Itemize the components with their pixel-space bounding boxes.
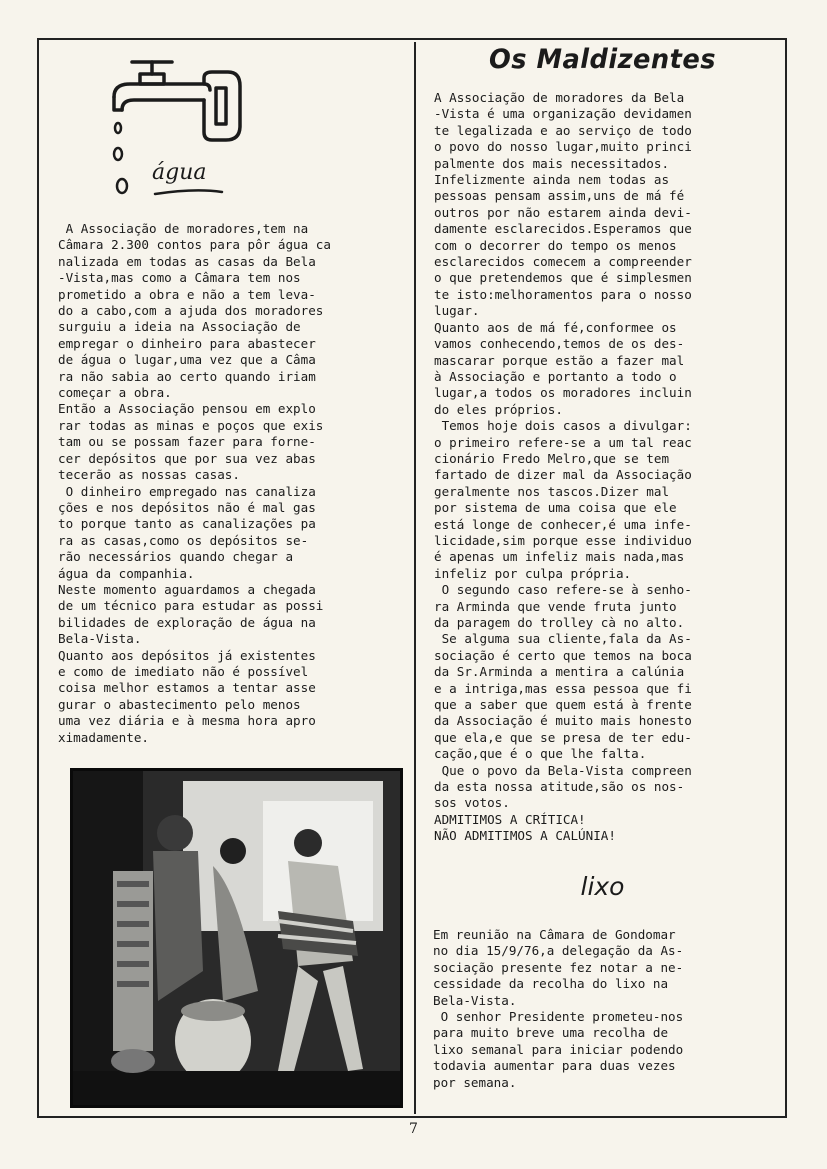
text-line: uma vez diária e à mesma hora apro: [58, 713, 316, 729]
text-line: A Associação de moradores,tem na: [58, 221, 309, 236]
text-line: pessoas pensam assim,uns de má fé: [434, 188, 685, 204]
text-line: ra não sabia ao certo quando iriam: [58, 368, 316, 384]
text-line: que ela,e que se presa de ter edu-: [434, 729, 692, 745]
text-line: te isto:melhoramentos para o nosso: [434, 286, 692, 302]
text-line: vamos conhecendo,temos de os des-: [434, 336, 685, 352]
lixo-article: [433, 927, 683, 1091]
text-line: que a saber que quem está à frente: [434, 697, 692, 713]
text-line: do eles próprios.: [434, 401, 563, 417]
water-article: [58, 221, 331, 746]
text-line: sociação é certo que temos na boca: [434, 647, 692, 663]
text-line: no dia 15/9/76,a delegação da As-: [433, 943, 684, 959]
text-line: tam ou se possam fazer para forne-: [58, 434, 316, 450]
text-line: Câmara 2.300 contos para pôr água ca: [58, 237, 331, 253]
text-line: NÃO ADMITIMOS A CALÚNIA!: [434, 828, 616, 844]
text-line: surguiu a ideia na Associação de: [58, 319, 301, 335]
text-line: ra as casas,como os depósitos se-: [58, 532, 309, 548]
text-line: geralmente nos tascos.Dizer mal: [434, 483, 670, 499]
text-line: sociação presente fez notar a ne-: [433, 959, 684, 975]
text-line: começar a obra.: [58, 385, 172, 401]
text-line: de um técnico para estudar as possi: [58, 598, 324, 614]
lixo-heading: lixo: [580, 872, 625, 901]
text-line: água da companhia.: [58, 565, 195, 581]
text-line: o povo do nosso lugar,muito princi: [434, 139, 692, 155]
text-line: outros por não estarem ainda devi-: [434, 204, 692, 220]
text-line: e a intriga,mas essa pessoa que fi: [434, 680, 692, 696]
text-line: Em reunião na Câmara de Gondomar: [433, 927, 676, 942]
text-line: rão necessários quando chegar a: [58, 549, 294, 565]
text-line: ra Arminda que vende fruta junto: [434, 598, 677, 614]
text-line: lixo semanal para iniciar podendo: [433, 1041, 684, 1057]
text-line: coisa melhor estamos a tentar asse: [58, 680, 316, 696]
text-line: ções e nos depósitos não é mal gas: [58, 499, 316, 515]
text-line: é apenas um infeliz mais nada,mas: [434, 549, 685, 565]
text-line: Temos hoje dois casos a divulgar:: [434, 418, 692, 434]
text-line: ADMITIMOS A CRÍTICA!: [434, 811, 586, 827]
text-line: O senhor Presidente prometeu-nos: [433, 1009, 684, 1025]
illustration-label: água: [152, 160, 207, 185]
text-line: cionário Fredo Melro,que se tem: [434, 450, 670, 466]
text-line: cer depósitos que por sua vez abas: [58, 450, 316, 466]
text-line: empregar o dinheiro para abastecer: [58, 335, 316, 351]
text-line: damente esclarecidos.Esperamos que: [434, 221, 692, 237]
text-line: ximadamente.: [58, 729, 149, 745]
text-line: à Associação e portanto a todo o: [434, 368, 677, 384]
text-line: palmente dos mais necessitados.: [434, 155, 670, 171]
text-line: com o decorrer do tempo os menos: [434, 237, 677, 253]
text-line: fartado de dizer mal da Associação: [434, 467, 692, 483]
column-divider: [414, 42, 416, 1114]
text-line: e como de imediato não é possível: [58, 663, 309, 679]
text-line: Infelizmente ainda nem todas as: [434, 172, 670, 188]
text-line: esclarecidos comecem a compreender: [434, 254, 692, 270]
text-line: gurar o abastecimento pelo menos: [58, 696, 301, 712]
text-line: da Associação é muito mais honesto: [434, 713, 692, 729]
text-line: infeliz por culpa própria.: [434, 565, 632, 581]
text-line: por sistema de uma coisa que ele: [434, 500, 677, 516]
text-line: Então a Associação pensou em explo: [58, 401, 316, 417]
text-line: rar todas as minas e poços que exis: [58, 417, 324, 433]
text-line: bilidades de exploração de água na: [58, 614, 316, 630]
photo-people-carrying-water: [70, 768, 403, 1108]
page-number: 7: [409, 1121, 418, 1137]
photo-image: [73, 771, 400, 1105]
text-line: o primeiro refere-se a um tal reac: [434, 434, 692, 450]
text-line: Quanto aos de má fé,conformee os: [434, 319, 677, 335]
text-line: nalizada em todas as casas da Bela: [58, 253, 316, 269]
text-line: Neste momento aguardamos a chegada: [58, 581, 316, 597]
text-line: licidade,sim porque esse individuo: [434, 532, 692, 548]
text-line: Quanto aos depósitos já existentes: [58, 647, 316, 663]
text-line: todavia aumentar para duas vezes: [433, 1058, 676, 1074]
text-line: sos votos.: [434, 795, 510, 811]
text-line: prometido a obra e não a tem leva-: [58, 286, 316, 302]
text-line: Que o povo da Bela-Vista compreen: [434, 762, 692, 778]
text-line: -Vista é uma organização devidamen: [434, 106, 692, 122]
text-line: do a cabo,com a ajuda dos moradores: [58, 303, 324, 319]
text-line: Se alguma sua cliente,fala da As-: [434, 631, 692, 647]
text-line: da paragem do trolley cà no alto.: [434, 615, 685, 630]
article-title: Os Maldizentes: [489, 44, 716, 75]
text-line: O segundo caso refere-se à senho-: [434, 582, 692, 598]
text-line: para muito breve uma recolha de: [433, 1025, 669, 1041]
text-line: cação,que é o que lhe falta.: [434, 746, 647, 762]
text-line: Bela-Vista.: [433, 992, 517, 1008]
text-line: mascarar porque estão a fazer mal: [434, 352, 685, 368]
text-line: cessidade da recolha do lixo na: [433, 976, 669, 992]
text-line: te legalizada e ao serviço de todo: [434, 122, 692, 138]
text-line: Bela-Vista.: [58, 631, 142, 647]
text-line: da esta nossa atitude,são os nos-: [434, 779, 685, 795]
text-line: o que pretendemos que é simplesmen: [434, 270, 692, 286]
text-line: A Associação de moradores da Bela: [434, 90, 685, 105]
text-line: por semana.: [433, 1074, 517, 1090]
text-line: está longe de conhecer,é uma infe-: [434, 516, 692, 532]
text-line: lugar.: [434, 303, 480, 319]
text-line: to porque tanto as canalizações pa: [58, 516, 316, 532]
text-line: lugar,a todos os moradores incluin: [434, 385, 692, 401]
maldizentes-article: [434, 90, 692, 845]
text-line: da Sr.Arminda a mentira a calúnia: [434, 664, 685, 680]
text-line: de água o lugar,uma vez que a Câma: [58, 352, 316, 368]
text-line: tecerão as nossas casas.: [58, 467, 240, 483]
text-line: O dinheiro empregado nas canaliza: [58, 483, 316, 499]
text-line: -Vista,mas como a Câmara tem nos: [58, 270, 301, 286]
